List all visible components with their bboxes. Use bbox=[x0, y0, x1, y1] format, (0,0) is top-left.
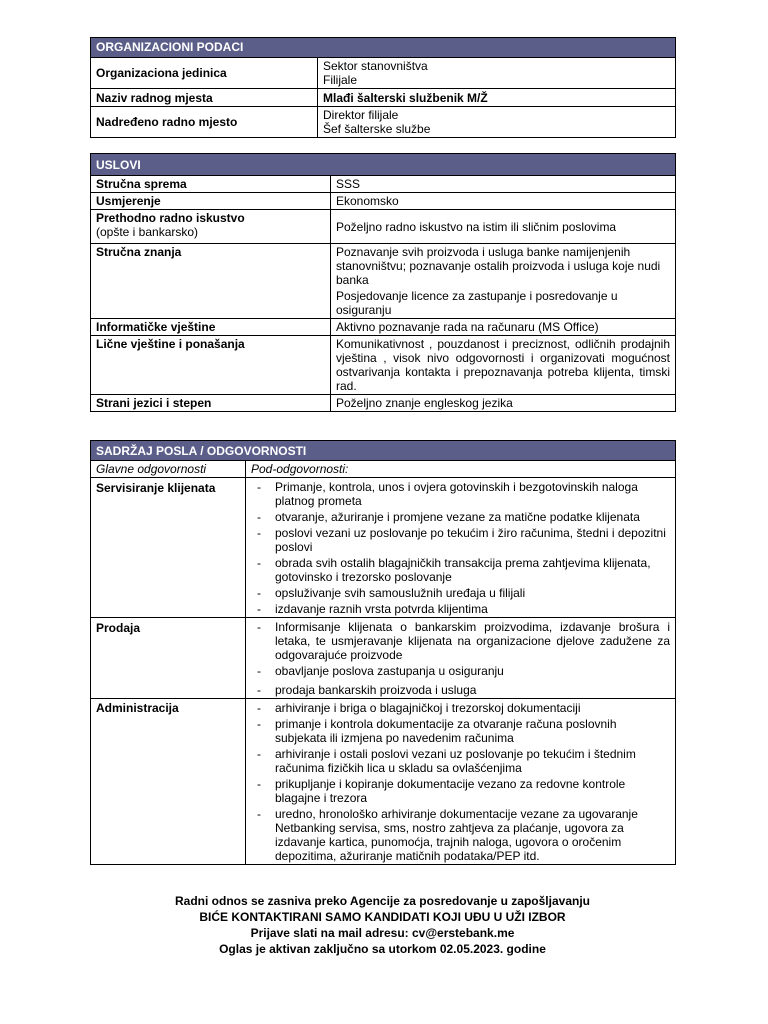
org-unit-line1: Sektor stanovništva bbox=[323, 59, 428, 73]
group-items-prodaja bbox=[246, 618, 676, 699]
uslovi-value-usmjerenje: Ekonomsko bbox=[331, 193, 676, 210]
org-label-unit: Organizaciona jedinica bbox=[91, 58, 318, 89]
list-item: - arhiviranje i briga o blagajničkoj i trezorskoj dokumentaciji bbox=[251, 701, 670, 715]
list-item: - primanje i kontrola dokumentacije za otvaranje računa poslovnih subjekata ili izmjena po navedenim računima bbox=[251, 717, 670, 745]
group-title-servisiranje: Servisiranje klijenata bbox=[91, 478, 246, 618]
group-title-prodaja: Prodaja bbox=[91, 618, 246, 699]
list-item: - obrada svih ostalih blagajničkih transakcija prema zahtjevima klijenata, gotovinsko i trezorsko poslovanje bbox=[251, 556, 670, 584]
uslovi-header: USLOVI bbox=[91, 154, 676, 176]
list-item: - Primanje, kontrola, unos i ovjera gotovinskih i bezgotovinskih naloga platnog prometa bbox=[251, 480, 670, 508]
uslovi-value-informaticke: Aktivno poznavanje rada na računaru (MS Office) bbox=[331, 319, 676, 336]
footer-line-agency: Radni odnos se zasniva preko Agencije za posredovanje u zapošljavanju bbox=[174, 894, 590, 908]
list-item: - opsluživanje svih samouslužnih uređaja u filijali bbox=[251, 586, 670, 600]
org-superior-line1: Direktor filijale bbox=[323, 108, 399, 122]
sadrzaj-table bbox=[90, 440, 676, 865]
org-superior-line2: Šef šalterske službe bbox=[323, 122, 431, 136]
uslovi-znanja-text2: Posjedovanje licence za zastupanje i posredovanje u osiguranju bbox=[336, 289, 618, 317]
org-table bbox=[90, 37, 676, 138]
footer-line-shortlist: BIĆE KONTAKTIRANI SAMO KANDIDATI KOJI UĐU U UŽI IZBOR bbox=[199, 910, 566, 924]
sadrzaj-col1-heading: Glavne odgovornosti bbox=[91, 461, 246, 478]
uslovi-label-iskustvo bbox=[91, 210, 331, 244]
uslovi-label-sprema: Stručna sprema bbox=[91, 176, 331, 193]
list-item: - otvaranje, ažuriranje i promjene vezane za matične podatke klijenata bbox=[251, 510, 670, 524]
group-items-servisiranje bbox=[246, 478, 676, 618]
list-item: - prodaja bankarskih proizvoda i usluga bbox=[251, 683, 670, 697]
org-value-superior bbox=[318, 107, 676, 138]
org-header: ORGANIZACIONI PODACI bbox=[91, 38, 676, 58]
sadrzaj-col2-heading: Pod-odgovornosti: bbox=[246, 461, 676, 478]
footer-line-deadline: Oglas je aktivan zaključno sa utorkom 02.05.2023. godine bbox=[219, 942, 546, 956]
list-item: - uredno, hronološko arhiviranje dokumentacije vezane za ugovaranje Netbanking servisa, sms, nostro zahtjeva za plaćanje, ugovora za izdavanje kartica, punomoćja, trajnih naloga, ugovora o oročenim depozitima, ažuriranje matičnih podataka/PEP itd. bbox=[251, 807, 670, 863]
footer-line-email: Prijave slati na mail adresu: cv@erstebank.me bbox=[250, 926, 515, 940]
uslovi-label-jezici: Strani jezici i stepen bbox=[91, 395, 331, 412]
uslovi-table bbox=[90, 153, 676, 412]
org-label-superior: Nadređeno radno mjesto bbox=[91, 107, 318, 138]
uslovi-iskustvo-title: Prethodno radno iskustvo bbox=[96, 211, 245, 225]
sadrzaj-header: SADRŽAJ POSLA / ODGOVORNOSTI bbox=[91, 441, 676, 461]
uslovi-label-znanja: Stručna znanja bbox=[91, 244, 331, 319]
footer-notice bbox=[90, 893, 675, 957]
uslovi-value-iskustvo: Poželjno radno iskustvo na istim ili sličnim poslovima bbox=[331, 210, 676, 244]
list-item: - Informisanje klijenata o bankarskim proizvodima, izdavanje brošura i letaka, te usmjeravanje klijenata na organizacione djelove zadužene za odgovarajuće proizvode bbox=[251, 620, 670, 662]
list-item: - arhiviranje i ostali poslovi vezani uz poslovanje po tekućim i štednim računima fizičkih lica u skladu sa ovlašćenjima bbox=[251, 747, 670, 775]
uslovi-label-licne: Lične vještine i ponašanja bbox=[91, 336, 331, 395]
org-label-position: Naziv radnog mjesta bbox=[91, 89, 318, 107]
group-title-administracija: Administracija bbox=[91, 699, 246, 865]
uslovi-iskustvo-sub: (opšte i bankarsko) bbox=[96, 225, 199, 239]
uslovi-value-sprema: SSS bbox=[331, 176, 676, 193]
list-item: - izdavanje raznih vrsta potvrda klijentima bbox=[251, 602, 670, 616]
uslovi-label-informaticke: Informatičke vještine bbox=[91, 319, 331, 336]
group-items-administracija bbox=[246, 699, 676, 865]
list-item: - prikupljanje i kopiranje dokumentacije vezano za redovne kontrole blagajne i trezora bbox=[251, 777, 670, 805]
org-value-unit bbox=[318, 58, 676, 89]
list-item: - obavljanje poslova zastupanja u osiguranju bbox=[251, 664, 670, 678]
uslovi-value-licne: Komunikativnost , pouzdanost i preciznost, odličnih prodajnih vještina , visok nivo odgovornosti i organizovati mogućnost ostvarivanja kontakta i prepoznavanja potreba klijenta, timski rad. bbox=[331, 336, 676, 395]
uslovi-value-jezici: Poželjno znanje engleskog jezika bbox=[331, 395, 676, 412]
org-unit-line2: Filijale bbox=[323, 73, 358, 87]
uslovi-znanja-text1: Poznavanje svih proizvoda i usluga banke namijenjenih stanovništvu; poznavanje ostalih proizvoda i usluga koje nudi banka bbox=[336, 245, 661, 287]
list-item: - poslovi vezani uz poslovanje po tekućim i žiro računima, štedni i depozitni poslovi bbox=[251, 526, 670, 554]
uslovi-label-usmjerenje: Usmjerenje bbox=[91, 193, 331, 210]
uslovi-value-znanja bbox=[331, 244, 676, 319]
org-value-position: Mlađi šalterski službenik M/Ž bbox=[318, 89, 676, 107]
